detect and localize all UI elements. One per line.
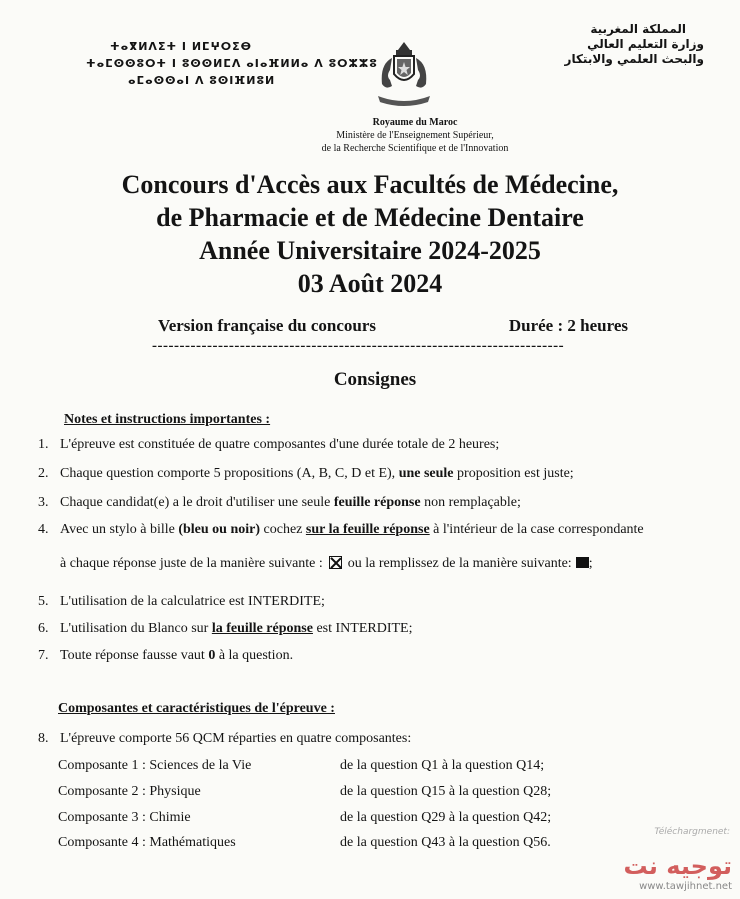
title-line: Année Universitaire 2024-2025 bbox=[199, 236, 541, 265]
item-text-bold: (bleu ou noir) bbox=[178, 522, 261, 537]
tifinagh-line: ⴰⵎⴰⵙⵙⴰⵏ ⴷ ⵓⵙⵏⴼⵍⵓⵍ bbox=[128, 74, 276, 87]
notes-heading: Notes et instructions importantes : bbox=[64, 412, 271, 427]
item-text: Avec un stylo à bille bbox=[60, 522, 179, 537]
consignes-heading: Consignes bbox=[333, 369, 417, 390]
item-number: 7. bbox=[38, 648, 49, 663]
item-text-bold: 0 bbox=[208, 648, 216, 663]
item-text: L'utilisation du Blanco sur bbox=[60, 621, 212, 636]
instruction-item bbox=[38, 621, 412, 637]
item-text: cochez bbox=[260, 522, 306, 537]
item-number: 2. bbox=[38, 466, 49, 481]
item-number: 8. bbox=[38, 731, 49, 746]
watermark-brand: توجيه نت bbox=[623, 852, 732, 880]
item-text: est INTERDITE; bbox=[312, 621, 413, 636]
exam-title bbox=[60, 168, 680, 300]
item-text: à l'intérieur de la case correspondante bbox=[429, 522, 644, 537]
separator-line: --------------------------------------------------------------------------- bbox=[152, 338, 565, 354]
version-row bbox=[158, 316, 628, 340]
ministry-block bbox=[250, 116, 580, 155]
instruction-item bbox=[38, 522, 644, 538]
instruction-continuation bbox=[60, 556, 593, 572]
item-text: ou la remplissez de la manière suivante: bbox=[347, 556, 572, 571]
title-line: Concours d'Accès aux Facultés de Médecine, bbox=[121, 170, 619, 199]
tifinagh-header bbox=[86, 38, 378, 89]
item-text-bold: une seule bbox=[398, 466, 454, 481]
arabic-header bbox=[504, 22, 704, 67]
item-text: L'utilisation de la calculatrice est INTERDITE; bbox=[60, 594, 325, 609]
item-text: Chaque question comporte 5 propositions (A, B, C, D et E), bbox=[60, 466, 399, 481]
component-range: de la question Q1 à la question Q14; bbox=[340, 758, 545, 773]
component-name: Composante 1 : Sciences de la Vie bbox=[58, 758, 252, 773]
item-text: L'épreuve comporte 56 QCM réparties en quatre composantes: bbox=[60, 731, 412, 746]
item-number: 1. bbox=[38, 437, 49, 452]
coat-of-arms-icon bbox=[368, 40, 440, 110]
component-range: de la question Q29 à la question Q42; bbox=[340, 810, 552, 825]
item-text: ; bbox=[588, 556, 593, 571]
component-name: Composante 3 : Chimie bbox=[58, 810, 191, 825]
item-text: proposition est juste; bbox=[453, 466, 574, 481]
title-line: 03 Août 2024 bbox=[297, 269, 443, 298]
duration-label: Durée : 2 heures bbox=[508, 316, 628, 335]
component-name: Composante 2 : Physique bbox=[58, 784, 201, 799]
item-text: Toute réponse fausse vaut bbox=[60, 648, 209, 663]
watermark-download-label: Téléchargmenet: bbox=[654, 827, 730, 837]
item-text: L'épreuve est constituée de quatre composantes d'une durée totale de 2 heures; bbox=[60, 437, 500, 452]
item-text: Chaque candidat(e) a le droit d'utiliser une seule bbox=[60, 495, 334, 510]
components-heading: Composantes et caractéristiques de l'épreuve : bbox=[58, 701, 335, 716]
ministry-line: Ministère de l'Enseignement Supérieur, bbox=[336, 130, 494, 141]
instruction-item bbox=[38, 437, 499, 453]
item-text-underlined: sur la feuille réponse bbox=[305, 522, 430, 537]
title-line: de Pharmacie et de Médecine Dentaire bbox=[156, 203, 584, 232]
item-number: 6. bbox=[38, 621, 49, 636]
watermark-url: www.tawjihnet.net bbox=[639, 881, 732, 892]
item-text-bold: feuille réponse bbox=[333, 495, 421, 510]
instruction-item bbox=[38, 594, 325, 610]
kingdom-name: Royaume du Maroc bbox=[372, 117, 458, 128]
tifinagh-line: ⵜⴰⵎⵙⵙⵓⵔⵜ ⵏ ⵓⵙⵙⵍⵎⴷ ⴰⵏⴰⴼⵍⵍⴰ ⴷ ⵓⵔⵣⵣⵓ bbox=[86, 57, 378, 70]
instruction-item bbox=[38, 648, 293, 664]
item-text: à la question. bbox=[215, 648, 294, 663]
instruction-item bbox=[38, 731, 411, 747]
item-text: non remplaçable; bbox=[420, 495, 521, 510]
instruction-item bbox=[38, 466, 574, 482]
arabic-line: المملكة المغربية bbox=[590, 22, 686, 36]
tifinagh-line: ⵜⴰⴳⵍⴷⵉⵜ ⵏ ⵍⵎⵖⵔⵉⴱ bbox=[110, 40, 253, 53]
item-number: 4. bbox=[38, 522, 49, 537]
arabic-line: وزارة التعليم العالي bbox=[587, 37, 704, 51]
item-text-underlined: la feuille réponse bbox=[211, 621, 313, 636]
component-range: de la question Q15 à la question Q28; bbox=[340, 784, 552, 799]
item-number: 3. bbox=[38, 495, 49, 510]
component-range: de la question Q43 à la question Q56. bbox=[340, 835, 551, 850]
item-number: 5. bbox=[38, 594, 49, 609]
crossed-checkbox-icon bbox=[329, 556, 342, 569]
ministry-line: de la Recherche Scientifique et de l'Innovation bbox=[321, 143, 509, 154]
component-name: Composante 4 : Mathématiques bbox=[58, 835, 236, 850]
filled-square-icon bbox=[576, 557, 589, 568]
version-label: Version française du concours bbox=[158, 316, 377, 335]
arabic-line: والبحث العلمي والابتكار bbox=[564, 52, 704, 66]
item-text: à chaque réponse juste de la manière suivante : bbox=[60, 556, 323, 571]
instruction-item bbox=[38, 495, 521, 511]
